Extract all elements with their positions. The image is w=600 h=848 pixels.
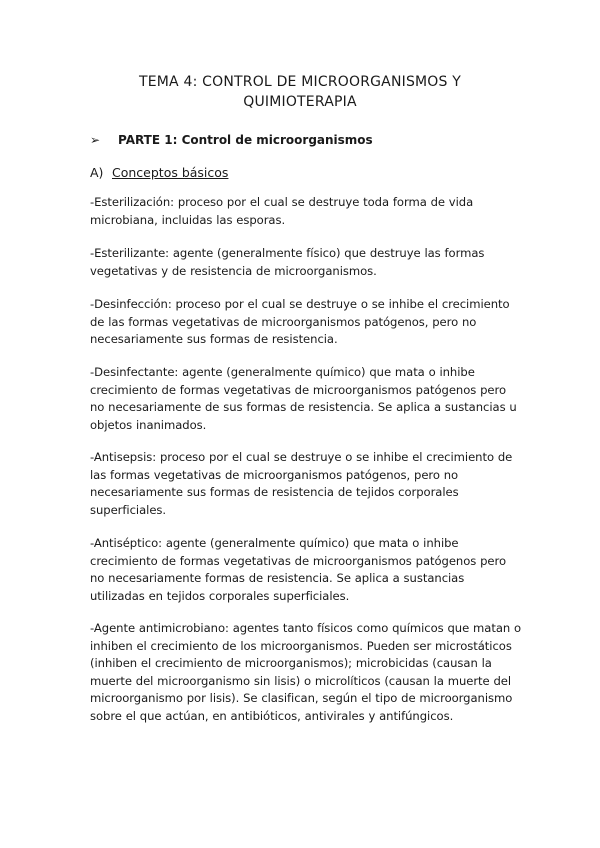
paragraph-desinfectante: -Desinfectante: agente (generalmente químico) que mata o inhibe crecimiento de formas vegetativas de microorganismos patógenos pero no necesariamente de sus formas de resistencia. Se aplica a sustancias u objetos inanimados.	[90, 365, 517, 432]
document-title: TEMA 4: CONTROL DE MICROORGANISMOS Y QUIMIOTERAPIA	[138, 74, 462, 110]
paragraph-esterilizacion: -Esterilización: proceso por el cual se destruye toda forma de vida microbiana, incluidas las esporas.	[90, 195, 474, 227]
paragraph-desinfeccion: -Desinfección: proceso por el cual se destruye o se inhibe el crecimiento de las formas vegetativas de microorganismos patógenos, pero no necesariamente sus formas de resistencia.	[90, 297, 510, 346]
section-letter: A)	[90, 165, 104, 180]
part-heading	[90, 131, 373, 149]
paragraph-antisepsis: -Antisepsis: proceso por el cual se destruye o se inhibe el crecimiento de las formas vegetativas de microorganismos patógenos, pero no necesariamente sus formas de resistencia de tejidos corporales superficiales.	[90, 450, 513, 517]
paragraph-agente-antimicrobiano: -Agente antimicrobiano: agentes tanto físicos como químicos que matan o inhiben el crecimiento de los microorganismos. Pueden ser microstáticos (inhiben el crecimiento de microorganismos); microbicidas (causan la muerte del microorganismo sin lisis) o microlíticos (causan la muerte del microorganismo por lisis). Se clasifican, según el tipo de microorganismo sobre el que actúan, en antibióticos, antivirales y antifúngicos.	[90, 621, 522, 723]
arrow-bullet-icon: ➢	[90, 133, 101, 147]
section-heading	[90, 164, 228, 182]
part-heading-text: PARTE 1: Control de microorganismos	[118, 133, 373, 147]
paragraph-esterilizante: -Esterilizante: agente (generalmente físico) que destruye las formas vegetativas y de resistencia de microorganismos.	[90, 246, 485, 278]
paragraph-antiseptico: -Antiséptico: agente (generalmente químico) que mata o inhibe crecimiento de formas vegetativas de microorganismos patógenos pero no necesariamente formas de resistencia. Se aplica a sustancias utilizadas en tejidos corporales superficiales.	[90, 536, 506, 603]
section-heading-text: Conceptos básicos	[112, 165, 229, 180]
